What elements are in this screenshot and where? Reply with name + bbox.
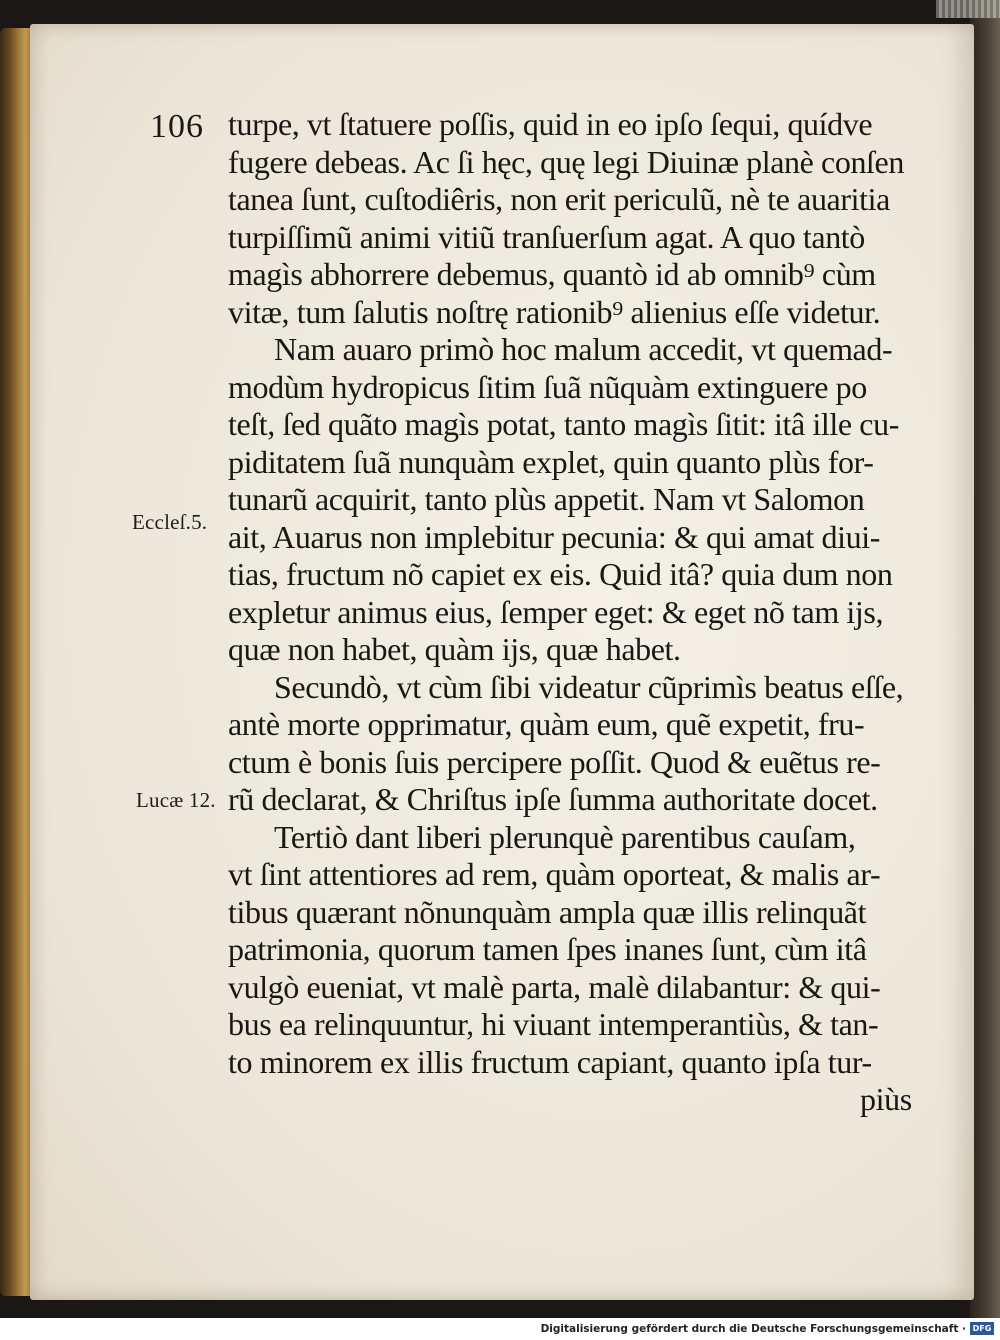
text-line: turpe, vt ſtatuere poſſis, quid in eo ipſo ſequi, quídve bbox=[228, 106, 873, 142]
dfg-logo: DFG bbox=[970, 1322, 994, 1335]
text-line: Nam auaro primò hoc malum accedit, vt quemad- bbox=[274, 331, 893, 367]
text-line: ait, Auarus non implebitur pecunia: & qui amat diui- bbox=[228, 518, 880, 555]
text-line: antè morte opprimatur, quàm eum, quẽ expetit, fru- bbox=[228, 706, 865, 742]
margin-note-eccles: Eccleſ.5. bbox=[132, 510, 208, 534]
text-line: Secundò, vt cùm ſibi videatur cũprimìs beatus eſſe, bbox=[274, 668, 904, 705]
text-line: vt ſint attentiores ad rem, quàm oporteat, & malis ar- bbox=[228, 856, 881, 892]
text-line: vulgò eueniat, vt malè parta, malè dilabantur: & qui- bbox=[228, 968, 881, 1005]
book-edge-right bbox=[970, 0, 1000, 1318]
text-line: modùm hydropicus ſitim ſuã nũquàm extinguere po bbox=[228, 368, 867, 405]
page-number: 106 bbox=[150, 108, 204, 145]
body-text bbox=[228, 106, 918, 1119]
margin-note-luc: Lucæ 12. bbox=[136, 788, 216, 812]
catchword: piùs bbox=[860, 1081, 912, 1117]
text-line: teſt, ſed quãto magìs potat, tanto magìs ſitit: itâ ille cu- bbox=[228, 406, 899, 442]
text-line: piditatem ſuã nunquàm explet, quin quanto plùs for- bbox=[228, 443, 874, 480]
text-line: ctum è bonis ſuis percipere poſſit. Quod & euẽtus re- bbox=[228, 743, 881, 780]
book-edge-left bbox=[0, 28, 34, 1296]
text-line: tias, fructum nõ capiet ex eis. Quid itâ? quia dum non bbox=[228, 556, 893, 592]
text-line: rũ declarat, & Chriſtus ipſe ſumma authoritate docet. bbox=[228, 781, 878, 817]
text-line: tanea ſunt, cuſtodiêris, non erit periculũ, nè te auaritia bbox=[228, 181, 890, 217]
text-line: patrimonia, quorum tamen ſpes inanes ſunt, cùm itâ bbox=[228, 931, 867, 967]
text-line: quæ non habet, quàm ijs, quæ habet. bbox=[228, 631, 681, 667]
text-line: tunarũ acquirit, tanto plùs appetit. Nam vt Salomon bbox=[228, 481, 865, 517]
color-calibration-strip bbox=[936, 0, 1000, 18]
text-line: fugere debeas. Ac ſi hęc, quę legi Diuinæ planè conſen bbox=[228, 143, 904, 180]
text-line: to minorem ex illis fructum capiant, quanto ipſa tur- bbox=[228, 1043, 872, 1080]
text-line: magìs abhorrere debemus, quantò id ab omnib⁹ cùm bbox=[228, 256, 876, 292]
footer-credit: Digitalisierung gefördert durch die Deutsche Forschungsgemeinschaft · bbox=[540, 1323, 966, 1335]
text-line: expletur animus eius, ſemper eget: & eget nõ tam ijs, bbox=[228, 593, 884, 630]
text-line: turpiſſimũ animi vitiũ tranſuerſum agat. A quo tantò bbox=[228, 218, 865, 255]
text-line: Tertiò dant liberi plerunquè parentibus cauſam, bbox=[274, 818, 856, 855]
text-line: bus ea relinquuntur, hi viuant intemperantiùs, & tan- bbox=[228, 1006, 879, 1042]
text-line: tibus quærant nõnunquàm ampla quæ illis relinquãt bbox=[228, 893, 867, 930]
text-line: vitæ, tum ſalutis noſtrę rationib⁹ alienius eſſe videtur. bbox=[228, 293, 881, 330]
